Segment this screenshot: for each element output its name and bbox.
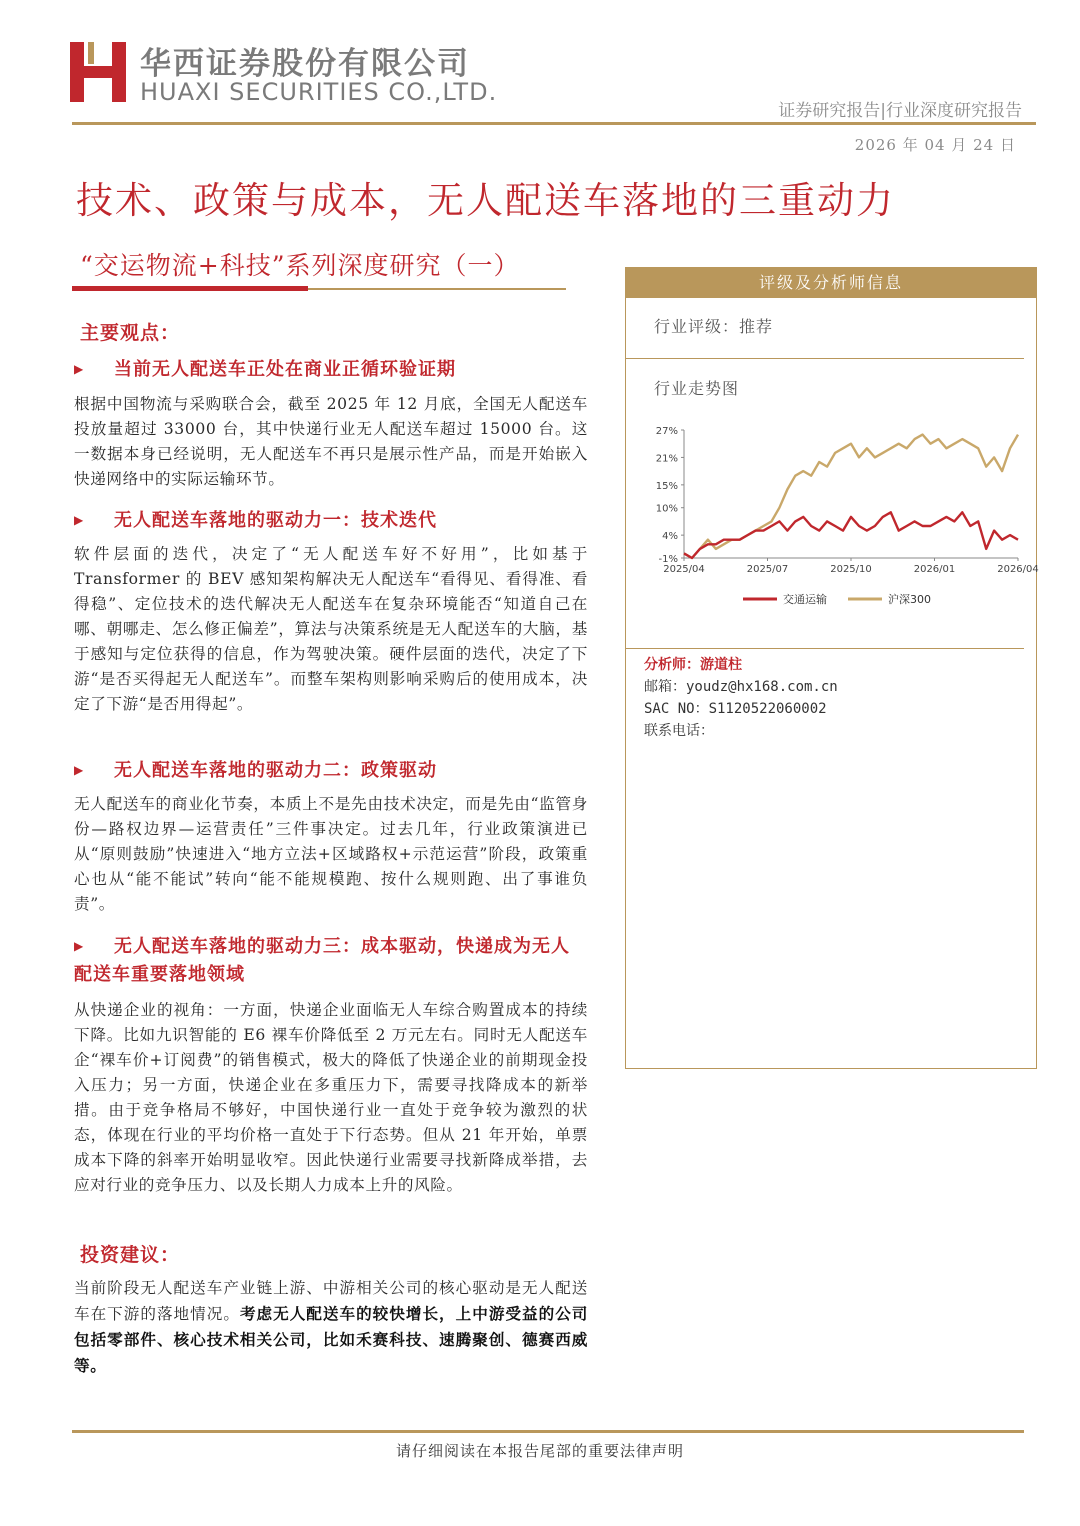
series-line-transport [684,512,1018,558]
company-logo [70,42,126,102]
section-2-heading: ▶ 无人配送车落地的驱动力一：技术迭代 [74,506,594,535]
analyst-email: 邮箱：youdz@hx168.com.cn [644,679,838,695]
panel-divider [626,358,1024,359]
panel-header: 评级及分析师信息 [626,268,1036,298]
y-tick-label: 27% [655,426,678,437]
investment-highlight: 考虑无人配送车的较快增长，上中游受益的公司包括零部件、核心技术相关公司，比如禾赛科技、速腾聚创、德赛西威等。 [74,1304,588,1375]
legend-label: 沪深300 [888,593,931,606]
main-points-heading: 主要观点： [80,322,181,344]
series-underline-gold [308,288,566,290]
report-date: 2026 年 04 月 24 日 [854,136,1016,154]
industry-rating: 行业评级：推荐 [654,317,774,336]
section-1-body: 根据中国物流与采购联合会，截至 2025 年 12 月底，全国无人配送车投放量超过 33000 台，其中快递行业无人配送车超过 15000 台。这一数据本身已经说明，无人配送车不再只是展示性产品，而是开始嵌入快递网络中的实际运输环节。 [74,395,588,488]
analyst-name: 分析师：游道柱 [644,657,742,673]
bullet-triangle-icon: ▶ [74,513,85,527]
panel-divider [626,648,1024,649]
section-4-heading: ▶ 无人配送车落地的驱动力三：成本驱动，快递成为无人配送车重要落地领域 [74,932,588,989]
legend-label: 交通运输 [783,593,827,606]
y-tick-label: 21% [655,453,678,465]
investment-heading: 投资建议： [80,1244,181,1266]
report-type: 证券研究报告|行业深度研究报告 [778,101,1022,121]
series-title: “交运物流+科技”系列深度研究（一） [80,251,520,280]
analyst-phone: 联系电话： [644,723,714,739]
x-tick-label: 2025/10 [830,564,872,575]
section-3-body: 无人配送车的商业化节奏，本质上不是先由技术决定，而是先由“监管身份—路权边界—运营责任”三件事决定。过去几年，行业政策演进已从“原则鼓励”快速进入“地方立法+区域路权+示范运营”阶段，政策重心也从“能不能试”转向“能不能规模跑、按什么规则跑、出了事谁负责”。 [74,795,588,913]
company-name-en: HUAXI SECURITIES CO.,LTD. [140,78,498,106]
section-4-body: 从快递企业的视角：一方面，快递企业面临无人车综合购置成本的持续下降。比如九识智能的 E6 裸车价降低至 2 万元左右。同时无人配送车企“裸车价+订阅费”的销售模式，极大的降低了快递企业的前期现金投入压力；另一方面，快递企业在多重压力下，需要寻找降成本的新举措。由于竞争格局不够好，中国快递行业一直处于竞争较为激烈的状态，体现在行业的平均价格一直处于下行态势。但从 21 年开始，单票成本下降的斜率开始明显收窄。因此快递行业需要寻找新降成举措，去应对行业的竞争压力、以及长期人力成本上升的风险。 [74,1001,588,1194]
footer-divider [72,1430,1024,1433]
section-2-body: 软件层面的迭代，决定了“无人配送车好不好用”，比如基于 Transformer 的 BEV 感知架构解决无人配送车“看得见、看得准、看得稳”、定位技术的迭代解决无人配送车在复杂环境能否“知道自己在哪、朝哪走、怎么修正偏差”，算法与决策系统是无人配送车的大脑，基于感知与定位获得的信息，作为驾驶决策。硬件层面的迭代，决定了下游“是否买得起无人配送车”。而整车架构则影响采购后的使用成本，决定了下游“是否用得起”。 [74,545,588,713]
y-tick-label: 10% [655,503,678,515]
bullet-triangle-icon: ▶ [74,939,85,953]
x-tick-label: 2025/04 [663,564,705,575]
header-divider [72,122,1036,125]
analyst-sac: SAC NO：S1120522060002 [644,701,827,717]
section-1-heading: ▶ 当前无人配送车正处在商业正循环验证期 [74,355,594,384]
bullet-triangle-icon: ▶ [74,362,85,376]
trend-chart-title: 行业走势图 [654,379,740,398]
x-tick-label: 2026/01 [913,564,956,575]
series-underline [72,286,308,291]
section-3-heading: ▶ 无人配送车落地的驱动力二：政策驱动 [74,756,594,785]
y-tick-label: -1% [658,554,678,565]
trend-chart [648,418,1039,618]
report-title: 技术、政策与成本，无人配送车落地的三重动力 [76,179,895,222]
trend-chart-svg [648,418,1039,618]
x-tick-label: 2025/07 [746,564,789,575]
y-tick-label: 4% [662,531,678,543]
x-tick-label: 2026/04 [997,564,1039,575]
company-name-cn: 华西证券股份有限公司 [140,46,470,82]
analyst-panel [625,267,1037,1069]
investment-body: 当前阶段无人配送车产业链上游、中游相关公司的核心驱动是无人配送车在下游的落地情况。考虑无人配送车的较快增长，上中游受益的公司包括零部件、核心技术相关公司，比如禾赛科技、速腾聚创、德赛西威等。 [74,1279,588,1375]
bullet-triangle-icon: ▶ [74,763,85,777]
y-tick-label: 15% [655,480,678,492]
legal-notice: 请仔细阅读在本报告尾部的重要法律声明 [395,1442,684,1460]
